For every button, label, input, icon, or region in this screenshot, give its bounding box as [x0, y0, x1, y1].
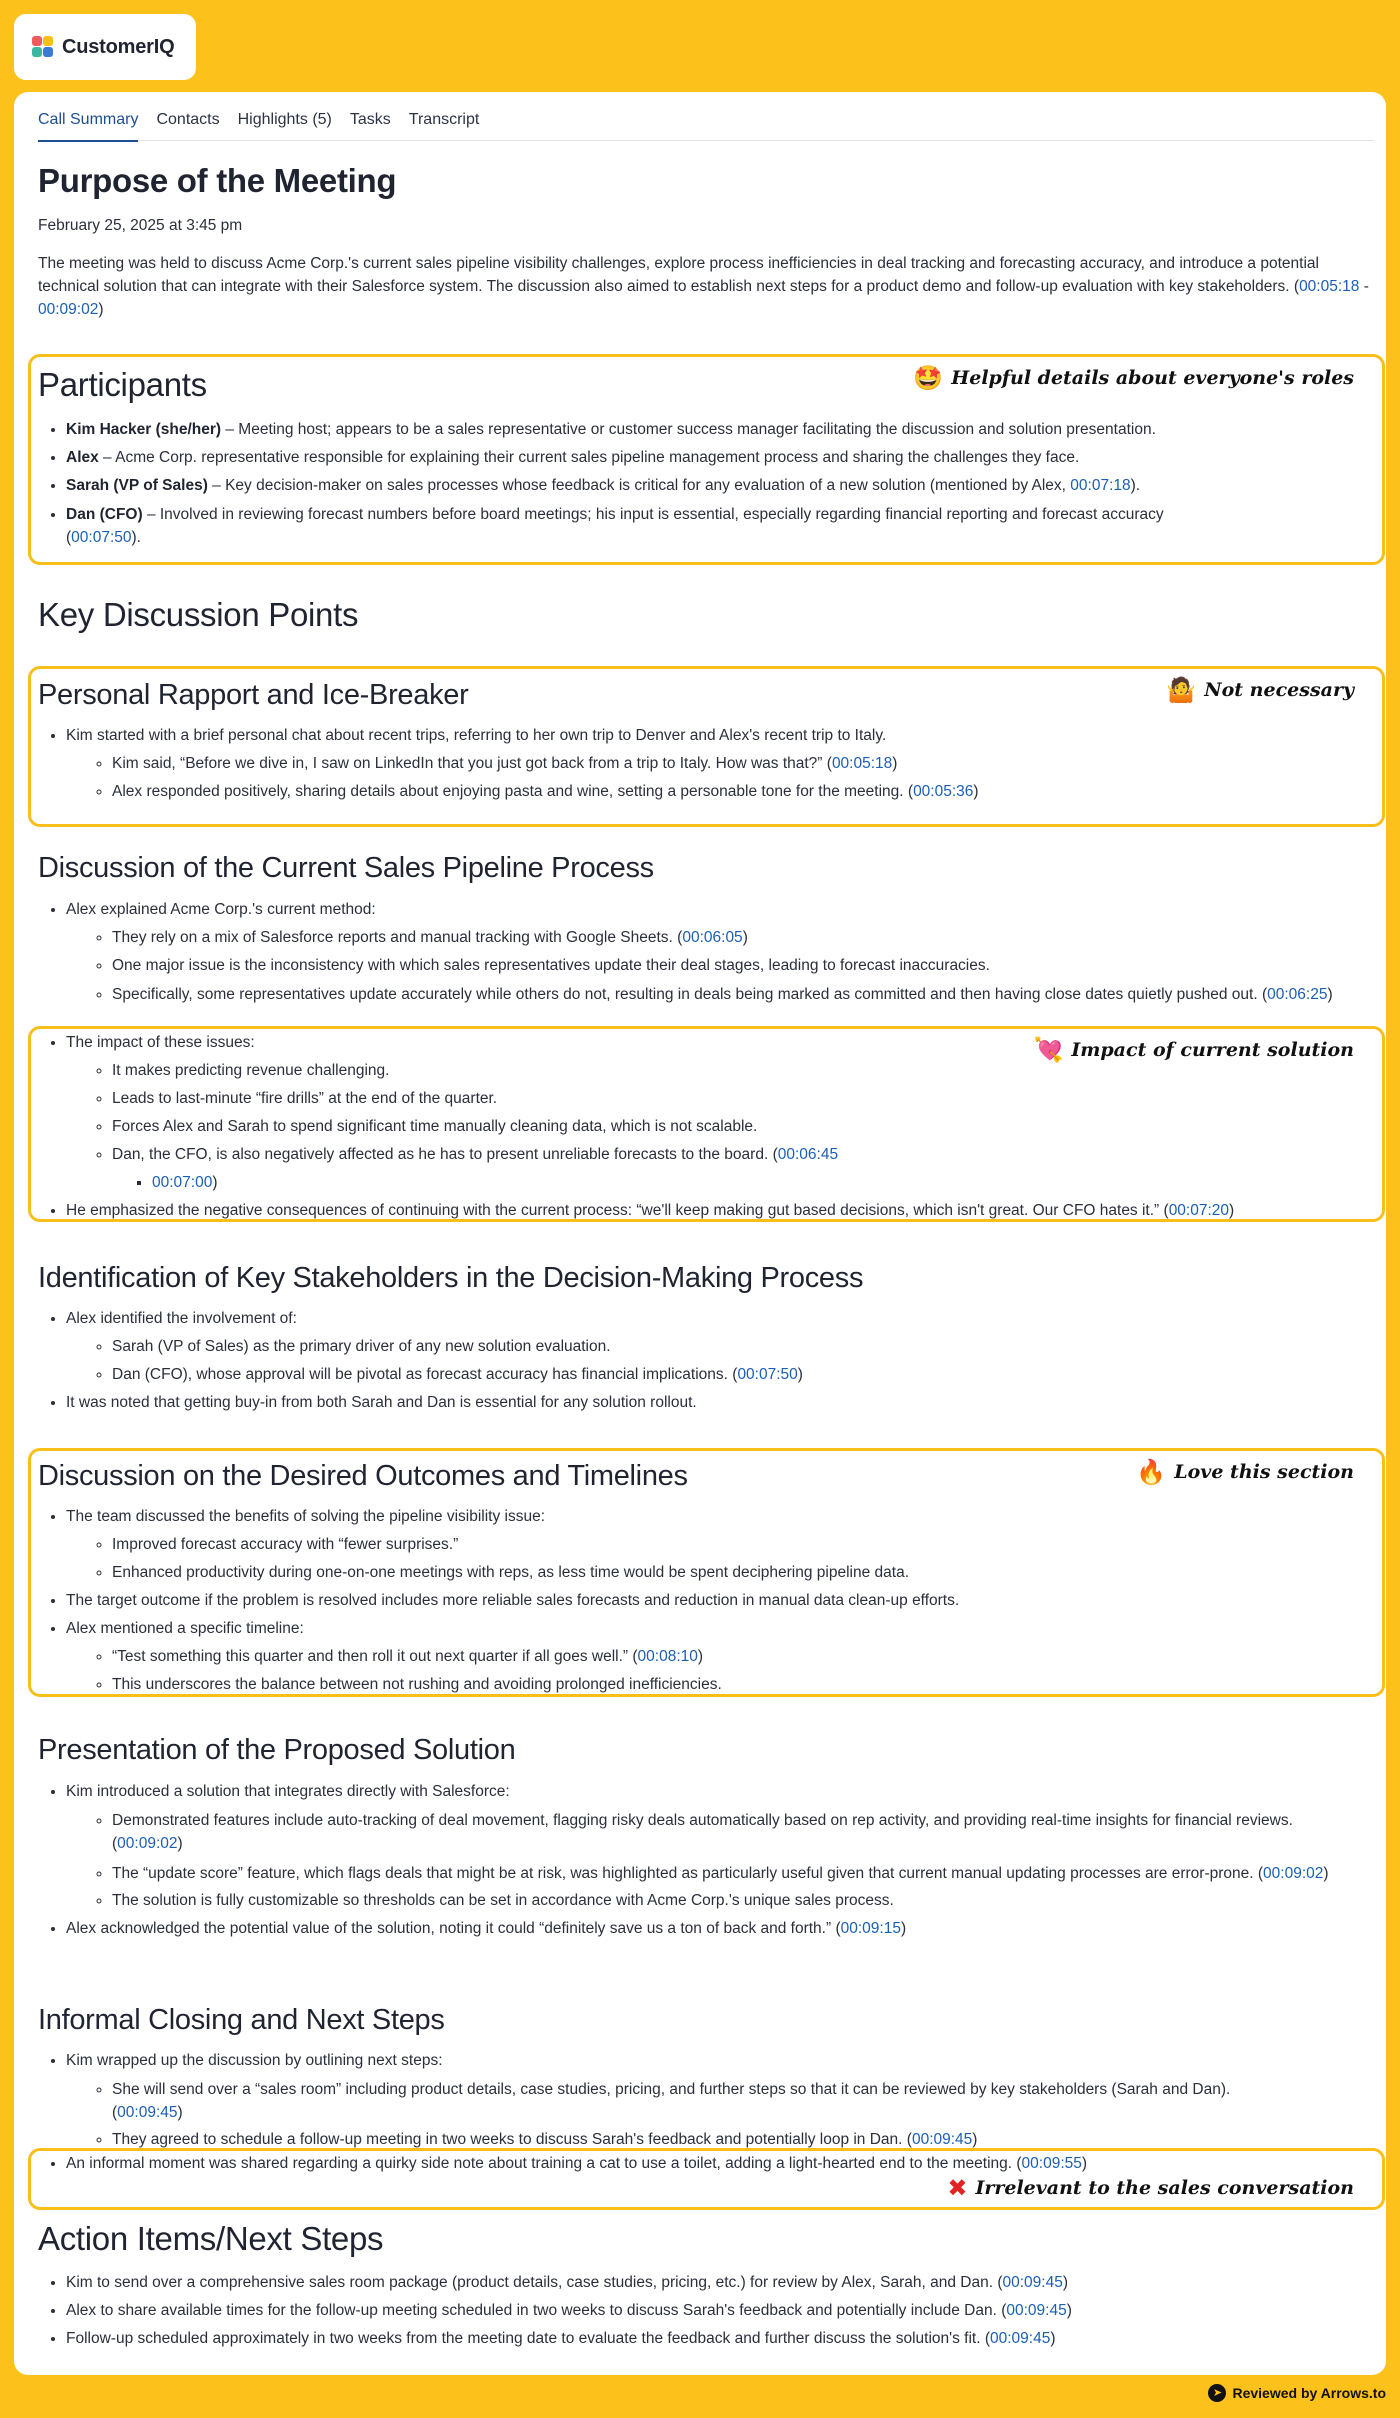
list-item: • Alex acknowledged the potential value of the solution, noting it could “definitely save us a ton of back and forth.” (00:09:15): [66, 1915, 1364, 1943]
list-item: • Kim wrapped up the discussion by outlining next steps: ◦ She will send over a “sales room” including product details, case studies, pricing, and further steps so that it can be reviewed by key stakeholders (Sarah and Dan). (00:09:45) ◦ They agreed to schedule a follow-up meeting in two weeks to discuss Sarah's feedback and potentially loop in Dan. (00:09:45): [66, 2047, 1364, 2154]
actions-title: Action Items/Next Steps: [38, 2220, 384, 2257]
solution-list: [44, 1778, 1364, 1943]
tab-contacts[interactable]: Contacts: [156, 111, 220, 128]
timestamp-link[interactable]: 00:08:10: [637, 1648, 698, 1665]
list-item: ◦ The solution is fully customizable so thresholds can be set in accordance with Acme Corp.'s unique sales process.: [112, 1885, 1364, 1915]
star-struck-emoji-icon: 🤩: [913, 364, 944, 392]
key-points-title: Key Discussion Points: [38, 596, 359, 633]
list-item: ◦ The “update score” feature, which flags deals that might be at risk, was highlighted as particularly useful given that current manual updating processes are error-prone. (00:09:02): [112, 1855, 1364, 1885]
reviewed-by-badge[interactable]: [1208, 2384, 1386, 2402]
list-item: ◦ It makes predicting revenue challenging.: [112, 1057, 1384, 1085]
tab-call-summary[interactable]: Call Summary: [38, 108, 138, 142]
timestamp-link[interactable]: 00:05:18: [1299, 278, 1360, 295]
timestamp-link[interactable]: 00:07:20: [1168, 1202, 1230, 1219]
participants-title: Participants: [38, 366, 207, 403]
list-item: ◦ She will send over a “sales room” including product details, case studies, pricing, and further steps so that it can be reviewed by key stakeholders (Sarah and Dan). (00:09:45): [112, 2075, 1364, 2124]
list-item: ◦ Specifically, some representatives update accurately while others do not, resulting in deals being marked as committed and then having close dates quietly pushed out. (00:06:25): [112, 980, 1364, 1006]
list-item: ◦ They rely on a mix of Salesforce reports and manual tracking with Google Sheets. (00:06:05): [112, 924, 1364, 952]
pipeline-title: Discussion of the Current Sales Pipeline Process: [38, 852, 654, 884]
stakeholders-list: [44, 1305, 1364, 1417]
list-item: • The team discussed the benefits of solving the pipeline visibility issue: ◦ Improved forecast accuracy with “fewer surprises.” ◦ Enhanced productivity during one-on-one meetings with reps, as less time would be spent deciphering pipeline data.: [66, 1503, 1364, 1587]
timestamp-link[interactable]: 00:09:45: [117, 2104, 178, 2121]
list-item: • Follow-up scheduled approximately in two weeks from the meeting date to evaluate the feedback and further discuss the solution's fit. (00:09:45): [66, 2325, 1364, 2353]
tab-bar: [38, 108, 1374, 141]
list-item: • It was noted that getting buy-in from both Sarah and Dan is essential for any solution rollout.: [66, 1389, 1364, 1417]
highlight-note: 💘 Impact of current solution: [1033, 1036, 1354, 1064]
timestamp-link[interactable]: 00:05:18: [831, 755, 893, 772]
stakeholders-title: Identification of Key Stakeholders in the Decision-Making Process: [38, 1262, 864, 1294]
timestamp-link[interactable]: 00:09:45: [1006, 2302, 1067, 2319]
list-item: • He emphasized the negative consequences of continuing with the current process: “we'll keep making gut based decisions, which isn't great. Our CFO hates it.” (00:07:20): [66, 1197, 1384, 1225]
pipeline-list-1: [44, 896, 1364, 1006]
timestamp-link[interactable]: 00:07:00: [152, 1174, 213, 1191]
list-item: • Sarah (VP of Sales) – Key decision-maker on sales processes whose feedback is critical for any evaluation of a new solution (mentioned by Alex, 00:07:18).: [66, 472, 1364, 500]
timestamp-link[interactable]: 00:06:05: [682, 929, 743, 946]
list-item: • Kim started with a brief personal chat about recent trips, referring to her own trip to Denver and Alex's recent trip to Italy. ◦ Kim said, “Before we dive in, I saw on LinkedIn that you just got back from a trip to Italy. How was that?” (00:05:18) ◦ Alex responded positively, sharing details about enjoying pasta and wine, setting a personable tone for the meeting. (00:05:36): [66, 722, 1364, 806]
solution-title: Presentation of the Proposed Solution: [38, 1734, 516, 1766]
timestamp-link[interactable]: 00:06:45: [777, 1146, 839, 1163]
highlight-note: 🤷 Not necessary: [1166, 676, 1354, 704]
list-item: ◦ Improved forecast accuracy with “fewer surprises.”: [112, 1531, 1364, 1559]
arrows-logo-icon: ➤: [1208, 2384, 1226, 2402]
list-item: ◦ Enhanced productivity during one-on-one meetings with reps, as less time would be spent deciphering pipeline data.: [112, 1559, 1364, 1587]
meeting-date: February 25, 2025 at 3:45 pm: [38, 217, 243, 234]
purpose-title: Purpose of the Meeting: [38, 162, 397, 199]
timestamp-link[interactable]: 00:05:36: [913, 783, 974, 800]
timestamp-link[interactable]: 00:09:45: [1002, 2274, 1063, 2291]
list-item: ◦ One major issue is the inconsistency with which sales representatives update their deal stages, leading to forecast inaccuracies.: [112, 952, 1364, 980]
outcomes-title: Discussion on the Desired Outcomes and Timelines: [38, 1460, 688, 1492]
list-item: • Kim to send over a comprehensive sales room package (product details, case studies, pricing, etc.) for review by Alex, Sarah, and Dan. (00:09:45): [66, 2269, 1364, 2297]
timestamp-link[interactable]: 00:09:55: [1021, 2155, 1082, 2172]
shrug-emoji-icon: 🤷: [1166, 676, 1197, 704]
closing-list-1: [44, 2047, 1364, 2154]
highlight-note: ✖ Irrelevant to the sales conversation: [947, 2174, 1354, 2202]
list-item: ◦ Forces Alex and Sarah to spend significant time manually cleaning data, which is not scalable.: [112, 1113, 1384, 1141]
list-item: • Alex mentioned a specific timeline: ◦ “Test something this quarter and then roll it out next quarter if all goes well.” (00:08:10) ◦ This underscores the balance between not rushing and avoiding prolonged inefficiencies.: [66, 1615, 1364, 1699]
list-item: ◦ This underscores the balance between not rushing and avoiding prolonged inefficiencies.: [112, 1671, 1364, 1699]
footer-text: Reviewed by Arrows.to: [1232, 2385, 1386, 2401]
list-item: • Kim introduced a solution that integrates directly with Salesforce: ◦ Demonstrated features include auto-tracking of deal movement, flagging risky deals automatically based on rep activity, and providing real-time insights for financial reviews. (00:09:02) ◦ The “update score” feature, which flags deals that might be at risk, was highlighted as particularly useful given that current manual updating processes are error-prone. (00:09:02) ◦ The solution is fully customizable so thresholds can be set in accordance with Acme Corp.'s unique sales process.: [66, 1778, 1364, 1915]
list-item: • The target outcome if the problem is resolved includes more reliable sales forecasts and reduction in manual data clean-up efforts.: [66, 1587, 1364, 1615]
app-name: CustomerIQ: [62, 35, 175, 58]
tab-transcript[interactable]: Transcript: [408, 111, 480, 128]
logo-mark-icon: [32, 36, 54, 58]
timestamp-link[interactable]: 00:07:50: [737, 1366, 798, 1383]
tab-tasks[interactable]: Tasks: [349, 111, 391, 128]
list-item: ◦ Demonstrated features include auto-tracking of deal movement, flagging risky deals automatically based on rep activity, and providing real-time insights for financial reviews. (00:09:02): [112, 1806, 1364, 1855]
list-item: ◦ They agreed to schedule a follow-up meeting in two weeks to discuss Sarah's feedback and potentially loop in Dan. (00:09:45): [112, 2124, 1364, 2154]
list-item: ◦ Dan, the CFO, is also negatively affected as he has to present unreliable forecasts to the board. (00:06:45 ▪ 00:07:00): [112, 1141, 1384, 1197]
tab-highlights[interactable]: Highlights (5): [237, 111, 332, 128]
app-logo[interactable]: [14, 14, 196, 80]
list-item: ◦ Dan (CFO), whose approval will be pivotal as forecast accuracy has financial implications. (00:07:50): [112, 1361, 1364, 1389]
list-item: • Alex to share available times for the follow-up meeting scheduled in two weeks to discuss Sarah's feedback and potentially include Dan. (00:09:45): [66, 2297, 1364, 2325]
list-item: • The impact of these issues: ◦ It makes predicting revenue challenging. ◦ Leads to last-minute “fire drills” at the end of the quarter. ◦ Forces Alex and Sarah to spend significant time manually cleaning data, which is not scalable. ◦ Dan, the CFO, is also negatively affected as he has to present unreliable forecasts to the board. (00:06:45 ▪ 00:07:00): [66, 1029, 1384, 1197]
highlight-note: 🔥 Love this section: [1136, 1458, 1354, 1486]
timestamp-link[interactable]: 00:09:02: [117, 1835, 178, 1852]
timestamp-link[interactable]: 00:07:50: [71, 529, 132, 546]
list-item: ◦ “Test something this quarter and then roll it out next quarter if all goes well.” (00:08:10): [112, 1643, 1364, 1671]
rapport-title: Personal Rapport and Ice-Breaker: [38, 679, 469, 711]
highlight-note: 🤩 Helpful details about everyone's roles: [913, 364, 1354, 392]
fire-emoji-icon: 🔥: [1136, 1458, 1167, 1486]
list-item: ◦ Sarah (VP of Sales) as the primary driver of any new solution evaluation.: [112, 1333, 1364, 1361]
timestamp-link[interactable]: 00:09:15: [840, 1920, 901, 1937]
list-item: ◦ Kim said, “Before we dive in, I saw on LinkedIn that you just got back from a trip to Italy. How was that?” (00:05:18): [112, 750, 1364, 778]
list-item: • Alex – Acme Corp. representative responsible for explaining their current sales pipeline management process and sharing the challenges they face.: [66, 444, 1364, 472]
list-item: • Dan (CFO) – Involved in reviewing forecast numbers before board meetings; his input is essential, especially regarding financial reporting and forecast accuracy (00:07:50).: [66, 500, 1364, 549]
list-item: • Kim Hacker (she/her) – Meeting host; appears to be a sales representative or customer success manager facilitating the discussion and solution presentation.: [66, 416, 1364, 444]
timestamp-link[interactable]: 00:09:02: [1263, 1865, 1324, 1882]
timestamp-link[interactable]: 00:06:25: [1267, 986, 1328, 1003]
list-item: ◦ Leads to last-minute “fire drills” at the end of the quarter.: [112, 1085, 1384, 1113]
call-summary-card: [14, 92, 1386, 2375]
participants-list: [44, 416, 1364, 549]
list-item: • Alex identified the involvement of: ◦ Sarah (VP of Sales) as the primary driver of any new solution evaluation. ◦ Dan (CFO), whose approval will be pivotal as forecast accuracy has financial implications. (00:07:50): [66, 1305, 1364, 1389]
list-item: ◦ Alex responded positively, sharing details about enjoying pasta and wine, setting a personable tone for the meeting. (00:05:36): [112, 778, 1364, 806]
timestamp-link[interactable]: 00:07:18: [1070, 477, 1131, 494]
timestamp-link[interactable]: 00:09:45: [989, 2330, 1051, 2347]
outcomes-list: [44, 1503, 1364, 1699]
list-item: ▪ 00:07:00): [152, 1169, 1384, 1197]
timestamp-link[interactable]: 00:09:02: [38, 301, 99, 318]
purpose-text: The meeting was held to discuss Acme Corp.'s current sales pipeline visibility challenges, explore process inefficiencies in deal tracking and forecasting accuracy, and introduce a potential technical solution that can integrate with their Salesforce system. The discussion also aimed to establish next steps for a product demo and follow-up evaluation with key stakeholders. (00:05:18 - 00:09:02): [38, 255, 1369, 318]
cross-mark-emoji-icon: ✖: [947, 2174, 968, 2202]
heart-arrow-emoji-icon: 💘: [1033, 1036, 1064, 1064]
timestamp-link[interactable]: 00:09:45: [911, 2131, 973, 2148]
pipeline-list-2: [44, 1029, 1384, 1225]
list-item: • An informal moment was shared regarding a quirky side note about training a cat to use a toilet, adding a light-hearted end to the meeting. (00:09:55): [66, 2150, 1364, 2178]
closing-title: Informal Closing and Next Steps: [38, 2004, 445, 2036]
actions-list: [44, 2269, 1364, 2353]
list-item: • Alex explained Acme Corp.'s current method: ◦ They rely on a mix of Salesforce reports and manual tracking with Google Sheets. (00:06:05) ◦ One major issue is the inconsistency with which sales representatives update their deal stages, leading to forecast inaccuracies. ◦ Specifically, some representatives update accurately while others do not, resulting in deals being marked as committed and then having close dates quietly pushed out. (00:06:25): [66, 896, 1364, 1006]
rapport-list: [44, 722, 1364, 806]
